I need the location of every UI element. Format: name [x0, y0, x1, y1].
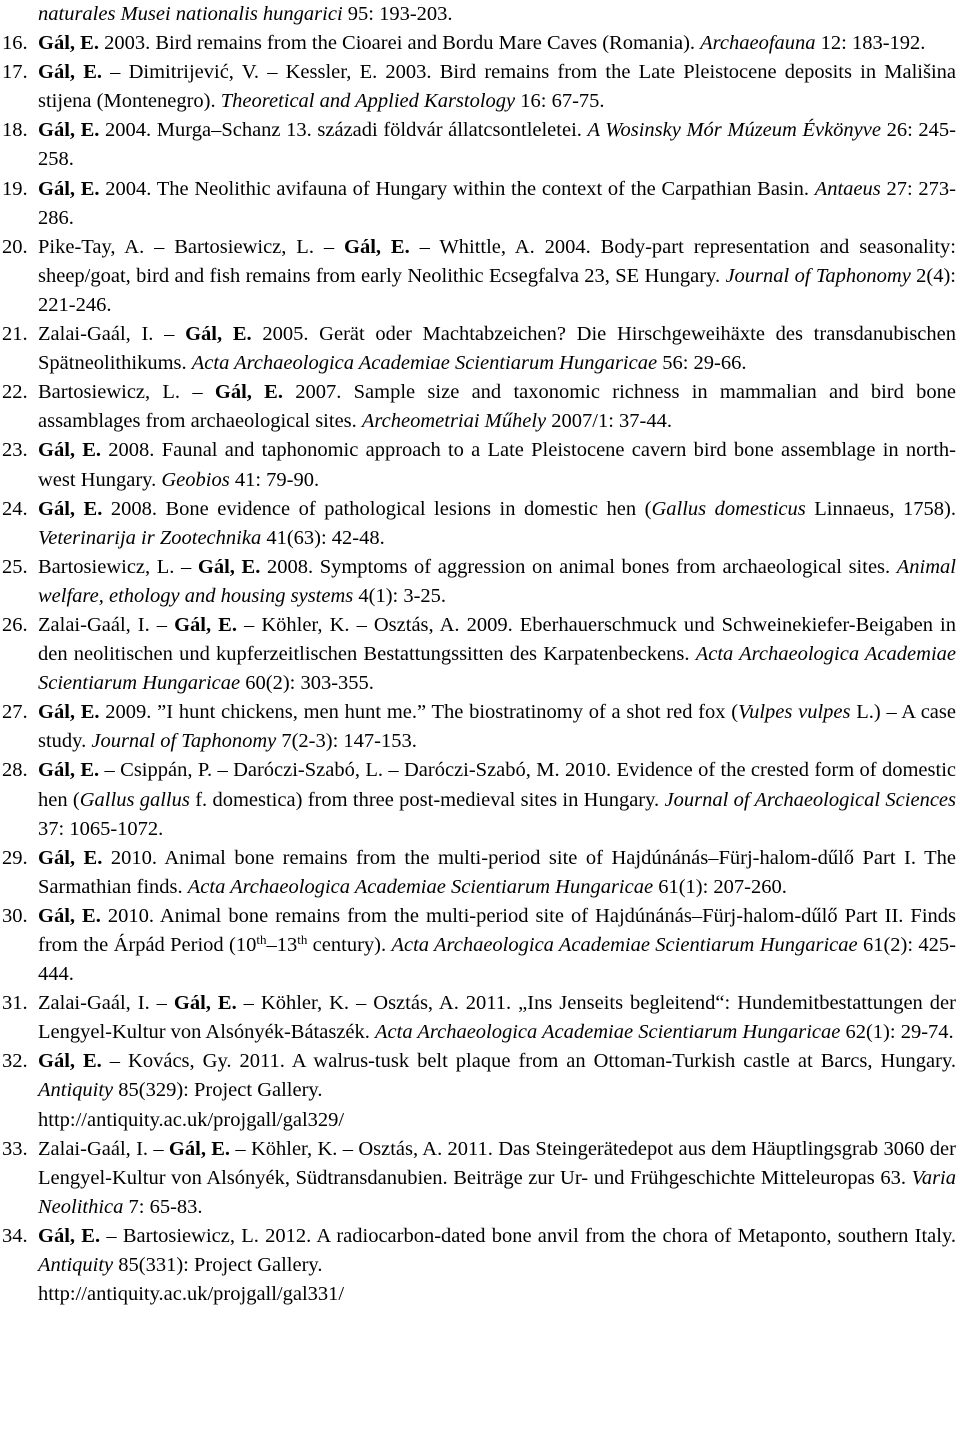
pub-year: 2007. [282, 381, 354, 404]
entry-number: 32. [2, 1050, 28, 1073]
author-list: Zalai-Gaál, I. – [38, 1137, 169, 1160]
web-link[interactable]: http://antiquity.ac.uk/projgall/gal331/ [38, 1283, 345, 1306]
journal-ref: 56: 29-66. [657, 352, 747, 375]
journal-title: Archeometriai Műhely [361, 410, 547, 433]
reference-entry [2, 1047, 956, 1134]
article-title: –13 [266, 934, 298, 956]
web-link[interactable]: http://antiquity.ac.uk/projgall/gal329/ [38, 1108, 345, 1131]
article-title: f. domestica) from three post-medieval sites in Hungary. [189, 788, 665, 811]
article-title: Bird remains from the Late Pleistocene deposits in Mališina stijena (Montenegro). [38, 61, 957, 113]
article-title: Evidence of the crested form of domestic hen ( [38, 759, 957, 811]
author-list: Bartosiewicz, L. – [38, 381, 215, 404]
pub-year: 2003. [98, 32, 156, 55]
reference-entry [2, 611, 956, 698]
pub-year: 2010. [100, 904, 160, 927]
journal-title: Journal of Taphonomy [725, 264, 911, 287]
pub-year: 2005. [251, 323, 320, 346]
pub-year: 2011. [231, 1050, 292, 1073]
entry-number: 25. [2, 555, 28, 578]
article-title: Gerät oder Machtabzeichen? Die Hirschgeweihäxte des transdanubischen Spätneolithikums. [38, 323, 957, 375]
journal-ref: 41(63): 42-48. [261, 526, 385, 549]
author-list: Pike-Tay, A. – Bartosiewicz, L. – [38, 235, 345, 258]
author-highlight: Gál, E. [38, 497, 103, 520]
pub-year: 2008. [260, 555, 320, 578]
journal-title: Antiquity [38, 1254, 114, 1277]
journal-title: Acta Archaeologica Academiae Scientiarum Hungaricae [191, 352, 658, 375]
journal-title: Geobios [161, 468, 230, 491]
journal-ref: 2(4): 221-246. [38, 264, 957, 316]
journal-ref: 61(2): 425-444. [38, 934, 956, 986]
taxon-name: Vulpes vulpes [738, 701, 851, 724]
article-title: A radiocarbon-dated bone anvil from the chora of Metaponto, southern Italy. [316, 1224, 956, 1247]
reference-entry [2, 58, 956, 116]
pub-year: 2008. [102, 497, 166, 520]
journal-ref: 62(1): 29-74. [840, 1021, 954, 1044]
entry-number: 20. [2, 235, 28, 258]
article-title: Bone evidence of pathological lesions in domestic hen ( [165, 497, 652, 520]
reference-entry [2, 116, 956, 174]
author-list: – Köhler, K. – Osztás, A. [236, 992, 459, 1015]
article-title: Animal bone remains from the multi-period site of Hajdúnánás–Fürj-halom-dűlő Part I. The Sarmathian finds. [38, 846, 956, 898]
article-title: Murga–Schanz 13. századi földvár állatcsontleletei. [156, 119, 588, 142]
journal-title: Acta Archaeologica Academiae Scientiarum Hungaricae [187, 875, 654, 898]
journal-ref: 26: 245-258. [38, 119, 956, 171]
author-highlight: Gál, E. [173, 992, 237, 1015]
entry-number: 22. [2, 381, 28, 404]
author-highlight: Gál, E. [38, 759, 100, 782]
reference-entry [2, 698, 956, 756]
article-title: Animal bone remains from the multi-period site of Hajdúnánás–Fürj-halom-dűlő Part II. Finds from the Árpád Period (10 [38, 904, 956, 956]
author-highlight: Gál, E. [38, 846, 103, 869]
journal-ref: 27: 273-286. [38, 177, 956, 229]
pub-year: 2009. [99, 701, 158, 724]
author-list: Bartosiewicz, L. – [38, 555, 198, 578]
pub-year: 2010. [559, 759, 617, 782]
journal-title: Journal of Archaeological Sciences [664, 788, 956, 811]
author-list: Zalai-Gaál, I. – [38, 613, 175, 636]
entry-number: 21. [2, 323, 28, 346]
entry-number: 30. [2, 904, 28, 927]
pub-year: 2011. [458, 992, 519, 1015]
journal-title: Varia Neolithica [38, 1166, 956, 1218]
superscript: th [297, 932, 308, 947]
reference-list [2, 29, 956, 1309]
author-highlight: Gál, E. [214, 381, 283, 404]
reference-entry [2, 378, 956, 436]
article-title: Sample size and taxonomic richness in mammalian and bird bone assamblages from archaeological sites. [38, 381, 956, 433]
journal-ref: 4(1): 3-25. [353, 584, 447, 607]
entry-number: 17. [2, 61, 28, 84]
pub-year: 2011. [442, 1137, 499, 1160]
reference-entry [2, 844, 956, 902]
article-title: A walrus-tusk belt plaque from an Ottoman-Turkish castle at Barcs, Hungary. [291, 1050, 957, 1073]
journal-title: Veterinarija ir Zootechnika [38, 526, 262, 549]
author-highlight: Gál, E. [344, 235, 410, 258]
article-title: Das Steingerätedepot aus dem Häuptlingsgrab 3060 der Lengyel-Kultur von Alsónyék, Südtransdanubien. Beiträge zur Ur- und Frühgeschichte Mitteleuropas 63. [38, 1137, 956, 1189]
journal-title: Archaeofauna [700, 32, 816, 55]
entry-number: 31. [2, 992, 28, 1015]
article-title: ”I hunt chickens, men hunt me.” The biostratinomy of a shot red fox ( [157, 701, 739, 724]
article-title: Eberhauerschmuck und Schweinekiefer-Beigaben in den neolitischen und kupferzeitlischen Bestattungssitten des Karpatenbeckens. [38, 613, 956, 666]
journal-title: Acta Archaeologica Academiae Scientiarum Hungaricae [391, 934, 858, 956]
journal-ref: 7(2-3): 147-153. [276, 730, 417, 753]
entry-number: 29. [2, 846, 28, 869]
author-list: – Dimitrijević, V. – Kessler, E. [102, 61, 378, 84]
reference-entry [2, 233, 956, 320]
author-list: Zalai-Gaál, I. – [38, 323, 186, 346]
author-highlight: Gál, E. [174, 613, 237, 636]
article-title: Faunal and taphonomic approach to a Late Pleistocene cavern bird bone assemblage in north-west Hungary. [38, 439, 957, 491]
superscript: th [256, 932, 267, 947]
author-highlight: Gál, E. [38, 439, 102, 462]
pub-year: 2003. [377, 61, 440, 84]
entry-number: 34. [2, 1224, 28, 1247]
pub-year: 2004. [534, 235, 601, 258]
author-list: – Kovács, Gy. [101, 1050, 232, 1073]
author-highlight: Gál, E. [38, 1050, 102, 1073]
article-title: „Ins Jenseits begleitend“: Hundemitbestattungen der Lengyel-Kultur von Alsónyék-Bátaszék. [38, 992, 956, 1044]
pub-year: 2008. [101, 439, 162, 462]
article-title: The Neolithic avifauna of Hungary within the context of the Carpathian Basin. [156, 177, 815, 200]
author-highlight: Gál, E. [168, 1137, 231, 1160]
author-list: – Köhler, K. – Osztás, A. [230, 1137, 443, 1160]
reference-entry [2, 320, 956, 378]
journal-title: Antiquity [38, 1079, 114, 1102]
journal-title: Acta Archaeologica Academiae Scientiarum Hungaricae [375, 1021, 841, 1044]
journal-ref: 16: 67-75. [515, 90, 605, 113]
taxon-name: Gallus gallus [79, 788, 190, 811]
journal-ref: 12: 183-192. [815, 32, 926, 55]
entry-number: 33. [2, 1137, 28, 1160]
journal-title: Acta Archaeologica Academiae Scientiarum Hungaricae [38, 643, 956, 695]
author-list: – Csippán, P. – Daróczi-Szabó, L. – Daróczi-Szabó, M. [99, 759, 560, 782]
entry-number: 26. [2, 613, 28, 636]
journal-ref: 2007/1: 37-44. [546, 410, 672, 433]
journal-ref: 41: 79-90. [229, 468, 320, 491]
author-highlight: Gál, E. [185, 323, 252, 346]
article-title: L.) – A case study. [38, 701, 956, 753]
reference-entry [2, 553, 956, 611]
article-title: Symptoms of aggression on animal bones from archaeological sites. [319, 555, 897, 578]
article-title: Body-part representation and seasonality: sheep/goat, bird and fish remains from early Neolithic Ecsegfalva 23, SE Hungary. [38, 235, 956, 287]
journal-title: Journal of Taphonomy [91, 730, 277, 753]
author-highlight: Gál, E. [38, 1224, 101, 1247]
entry-number: 28. [2, 759, 28, 782]
journal-ref: 85(331): Project Gallery. [113, 1254, 323, 1277]
journal-title: A Wosinsky Mór Múzeum Évkönyve [587, 119, 881, 142]
reference-entry [2, 1135, 956, 1222]
pub-year: 2009. [459, 613, 520, 636]
reference-entry [2, 175, 956, 233]
author-list: – Köhler, K. – Osztás, A. [236, 613, 460, 636]
article-title: century). [307, 934, 392, 956]
journal-title: Antaeus [814, 177, 881, 200]
reference-entry [2, 756, 956, 843]
entry-number: 16. [2, 32, 28, 55]
journal-ref: 85(329): Project Gallery. [113, 1079, 323, 1102]
journal-ref: 61(1): 207-260. [653, 875, 787, 898]
reference-entry [2, 495, 956, 553]
entry-number: 27. [2, 701, 28, 724]
author-highlight: Gál, E. [197, 555, 261, 578]
reference-entry [2, 436, 956, 494]
article-title: Bird remains from the Cioarei and Bordu Mare Caves (Romania). [155, 32, 701, 55]
author-highlight: Gál, E. [38, 177, 100, 200]
reference-entry [2, 1222, 956, 1309]
entry-number: 19. [2, 177, 28, 200]
journal-ref: 60(2): 303-355. [240, 672, 374, 695]
journal-ref: 37: 1065-1072. [38, 817, 164, 840]
entry-number: 18. [2, 119, 28, 142]
author-highlight: Gál, E. [38, 119, 100, 142]
author-highlight: Gál, E. [38, 61, 102, 84]
continued-entry [2, 0, 956, 29]
author-list: Zalai-Gaál, I. – [38, 992, 174, 1015]
pub-year: 2004. [99, 177, 157, 200]
pub-year: 2010. [102, 846, 165, 869]
author-highlight: Gál, E. [38, 32, 99, 55]
entry-number: 24. [2, 497, 28, 520]
journal-ref: 7: 65-83. [123, 1195, 203, 1218]
reference-entry [2, 902, 956, 989]
author-highlight: Gál, E. [38, 701, 100, 724]
journal-title: Theoretical and Applied Karstology [220, 90, 516, 113]
journal-ref: 95: 193-203. [342, 3, 453, 25]
pub-year: 2004. [99, 119, 157, 142]
entry-number: 23. [2, 439, 28, 462]
reference-entry [2, 989, 956, 1047]
author-list: – Bartosiewicz, L. [100, 1224, 259, 1247]
reference-entry [2, 29, 956, 58]
article-title: Linnaeus, 1758). [805, 497, 956, 520]
pub-year: 2012. [258, 1224, 317, 1247]
taxon-name: Gallus domesticus [651, 497, 806, 520]
journal-title: naturales Musei nationalis hungarici [38, 3, 343, 25]
author-highlight: Gál, E. [38, 904, 101, 927]
author-list: – Whittle, A. [409, 235, 535, 258]
journal-title: Animal welfare, ethology and housing systems [38, 555, 956, 607]
